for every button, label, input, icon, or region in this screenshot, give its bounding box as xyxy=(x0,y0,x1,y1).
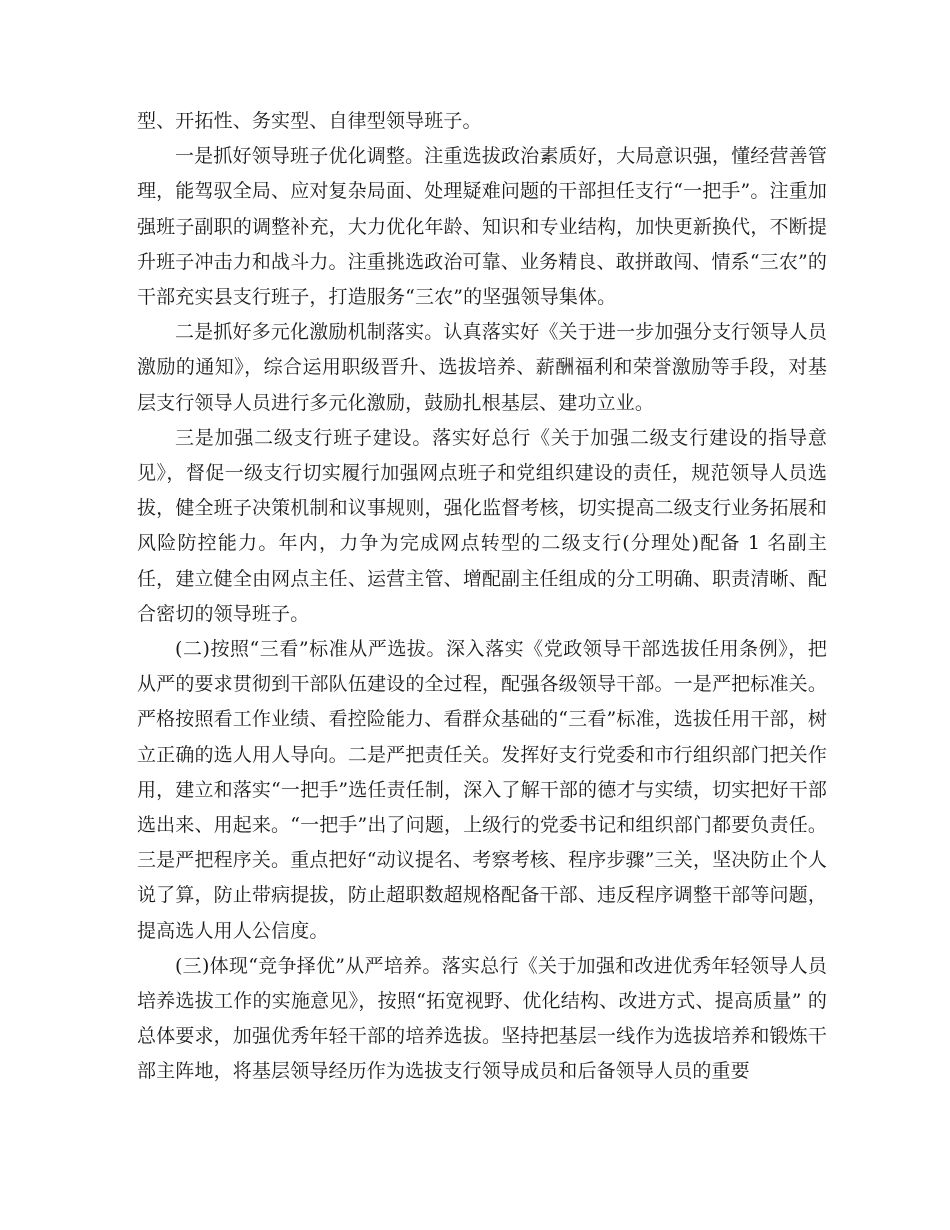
paragraph-continuation: 型、开拓性、务实型、自律型领导班子。 xyxy=(137,110,482,132)
paragraph-incentive-mechanism: 二是抓好多元化激励机制落实。认真落实好《关于进一步加强分支行领导人员激励的通知》，综合运用职级晋升、选拔培养、薪酬福利和荣誉激励等手段，对基层支行领导人员进行多元化激励，鼓励扎根基层、建功立业。 xyxy=(137,321,827,414)
document-body xyxy=(137,104,827,1090)
paragraph-leadership-adjustment: 一是抓好领导班子优化调整。注重选拔政治素质好，大局意识强，懂经营善管理，能驾驭全局、应对复杂局面、处理疑难问题的干部担任支行“一把手”。注重加强班子副职的调整补充，大力优化年龄、知识和专业结构，加快更新换代，不断提升班子冲击力和战斗力。注重挑选政治可靠、业务精良、敢拼敢闯、情系“三农”的干部充实县支行班子，打造服务“三农”的坚强领导集体。 xyxy=(137,145,827,309)
paragraph-second-level-branch: 三是加强二级支行班子建设。落实好总行《关于加强二级支行建设的指导意见》，督促一级支行切实履行加强网点班子和党组织建设的责任，规范领导人员选拔，健全班子决策机制和议事规则，强化监督考核，切实提高二级支行业务拓展和风险防控能力。年内，力争为完成网点转型的二级支行(分理处)配备 1 名副主任，建立健全由网点主任、运营主管、增配副主任组成的分工明确、职责清晰、配合密切的领导班子。 xyxy=(137,426,827,625)
paragraph-strict-selection: (二)按照“三看”标准从严选拔。深入落实《党政领导干部选拔任用条例》，把从严的要求贯彻到干部队伍建设的全过程，配强各级领导干部。一是严把标准关。严格按照看工作业绩、看控险能力、看群众基础的“三看”标准，选拔任用干部，树立正确的选人用人导向。二是严把责任关。发挥好支行党委和市行组织部门把关作用，建立和落实“一把手”选任责任制，深入了解干部的德才与实绩，切实把好干部选出来、用起来。“一把手”出了问题，上级行的党委书记和组织部门都要负责任。三是严把程序关。重点把好“动议提名、考察考核、程序步骤”三关，坚决防止个人说了算，防止带病提拔，防止超职数超规格配备干部、违反程序调整干部等问题，提高选人用人公信度。 xyxy=(137,638,827,942)
paragraph-strict-training: (三)体现“竞争择优”从严培养。落实总行《关于加强和改进优秀年轻领导人员培养选拔工作的实施意见》，按照“拓宽视野、优化结构、改进方式、提高质量” 的总体要求，加强优秀年轻干部的培养选拔。坚持把基层一线作为选拔培养和锻炼干部主阵地，将基层领导经历作为选拔支行领导成员和后备领导人员的重要 xyxy=(137,954,827,1083)
